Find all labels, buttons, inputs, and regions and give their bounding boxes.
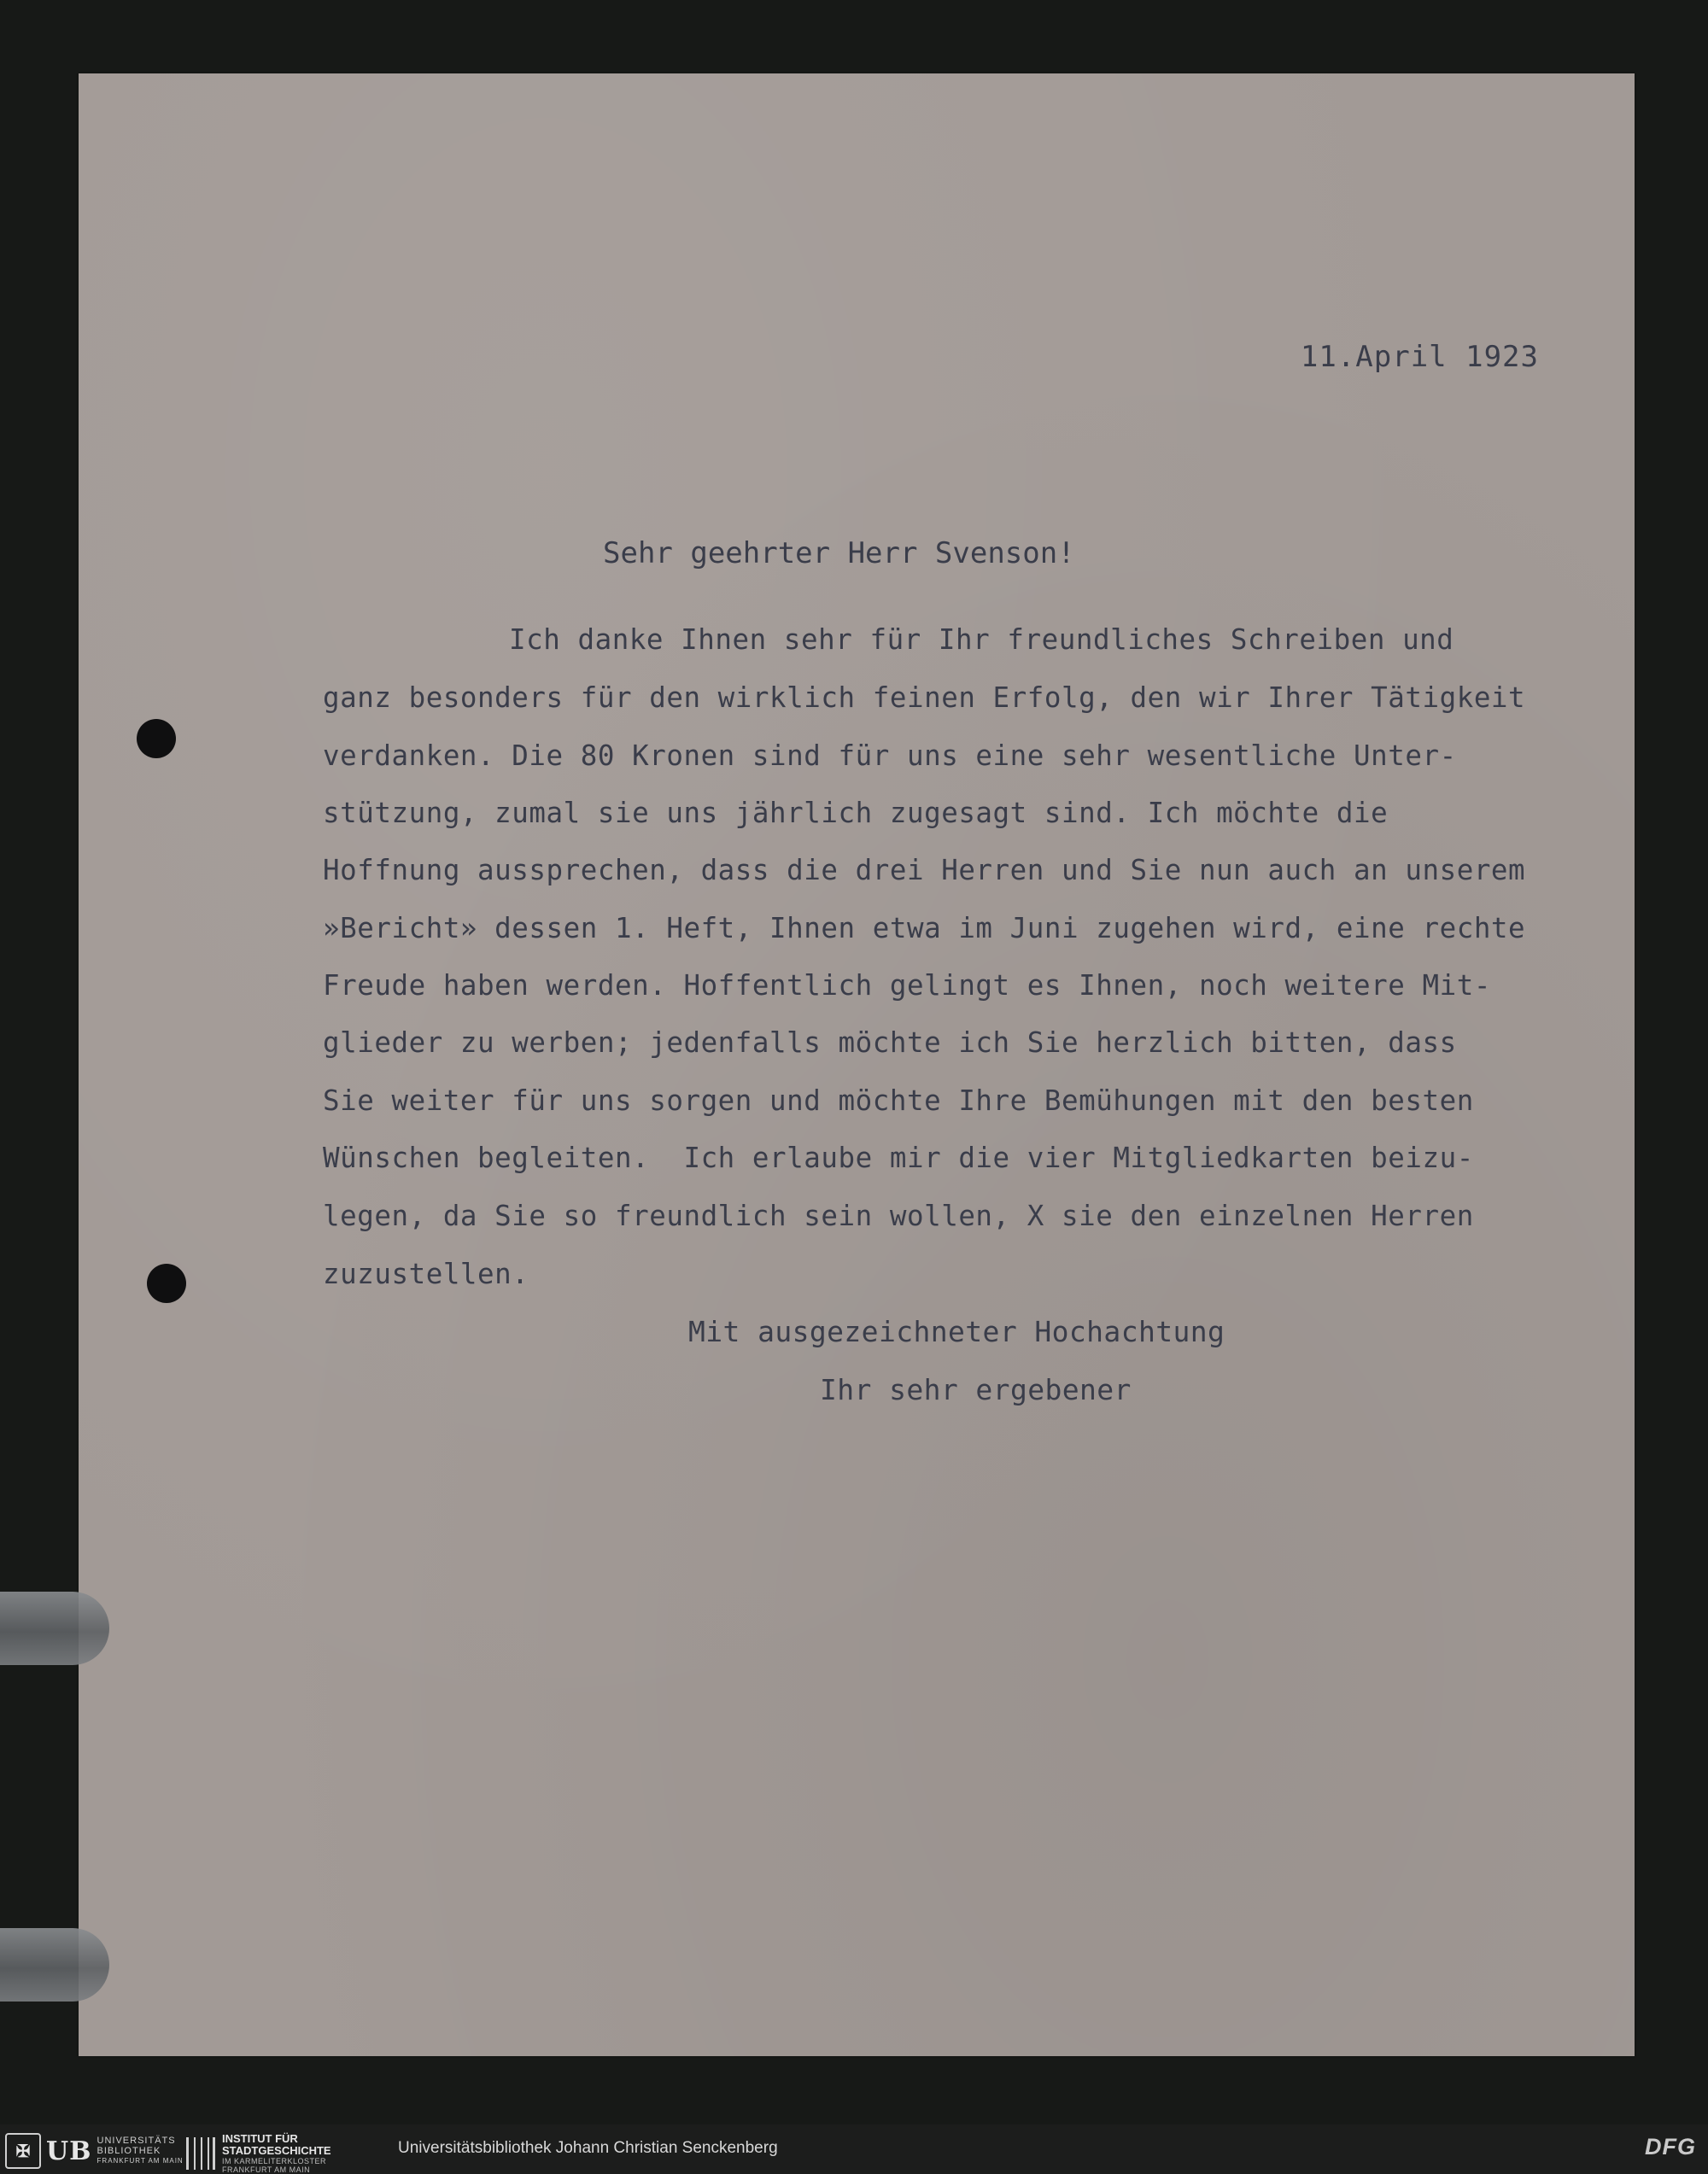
body-line: stützung, zumal sie uns jährlich zugesagt sind. Ich möchte die (323, 797, 1389, 829)
body-line: Freude haben werden. Hoffentlich gelingt es Ihnen, noch weitere Mit- (323, 969, 1491, 1002)
ub-logo (5, 2133, 184, 2169)
body-line: verdanken. Die 80 Kronen sind für uns eine sehr wesentliche Unter- (323, 739, 1457, 772)
library-logo-icon: ✠ (5, 2133, 41, 2169)
body-line: zuzustellen. (323, 1258, 529, 1290)
body-line: »Bericht» dessen 1. Heft, Ihnen etwa im Juni zugehen wird, eine rechte (323, 912, 1526, 944)
body-line: glieder zu werben; jedenfalls möchte ich Sie herzlich bitten, dass (323, 1026, 1457, 1059)
archive-footer (0, 2124, 1708, 2174)
letter-date: 11.April 1923 (1300, 340, 1539, 374)
body-line: ganz besonders für den wirklich feinen Erfolg, den wir Ihrer Tätigkeit (323, 681, 1526, 714)
body-line: Hoffnung aussprechen, dass die drei Herren und Sie nun auch an unserem (323, 854, 1526, 886)
institute-logo-icon (186, 2137, 215, 2170)
footer-title: Universitätsbibliothek Johann Christian Senckenberg (398, 2139, 778, 2157)
isg-logo-line: INSTITUT FÜR (222, 2132, 298, 2145)
ub-logo-line: UNIVERSITÄTS (97, 2136, 176, 2146)
letter-salutation: Sehr geehrter Herr Svenson! (603, 536, 1075, 570)
isg-logo-line: FRANKFURT AM MAIN (222, 2165, 311, 2174)
isg-logo-line: IM KARMELITERKLOSTER (222, 2157, 327, 2165)
ub-logo-letters: UB (46, 2136, 92, 2166)
ub-logo-text (97, 2136, 184, 2166)
dfg-logo: DFG (1645, 2134, 1696, 2159)
closing-phrase: Mit ausgezeichneter Hochachtung (688, 1315, 1225, 1348)
isg-logo-text (222, 2133, 331, 2174)
isg-logo (186, 2133, 331, 2174)
closing-signoff: Ihr sehr ergebener (820, 1373, 1132, 1406)
isg-logo-line: STADTGESCHICHTE (222, 2144, 331, 2157)
body-line: legen, da Sie so freundlich sein wollen, X sie den einzelnen Herren (323, 1200, 1474, 1232)
body-line: Ich danke Ihnen sehr für Ihr freundliches Schreiben und (509, 623, 1454, 656)
ub-logo-line: BIBLIOTHEK (97, 2146, 161, 2156)
body-line: Sie weiter für uns sorgen und möchte Ihre Bemühungen mit den besten (323, 1084, 1474, 1117)
body-line: Wünschen begleiten. Ich erlaube mir die vier Mitgliedkarten beizu- (323, 1142, 1474, 1174)
ub-logo-line: FRANKFURT AM MAIN (97, 2157, 184, 2165)
